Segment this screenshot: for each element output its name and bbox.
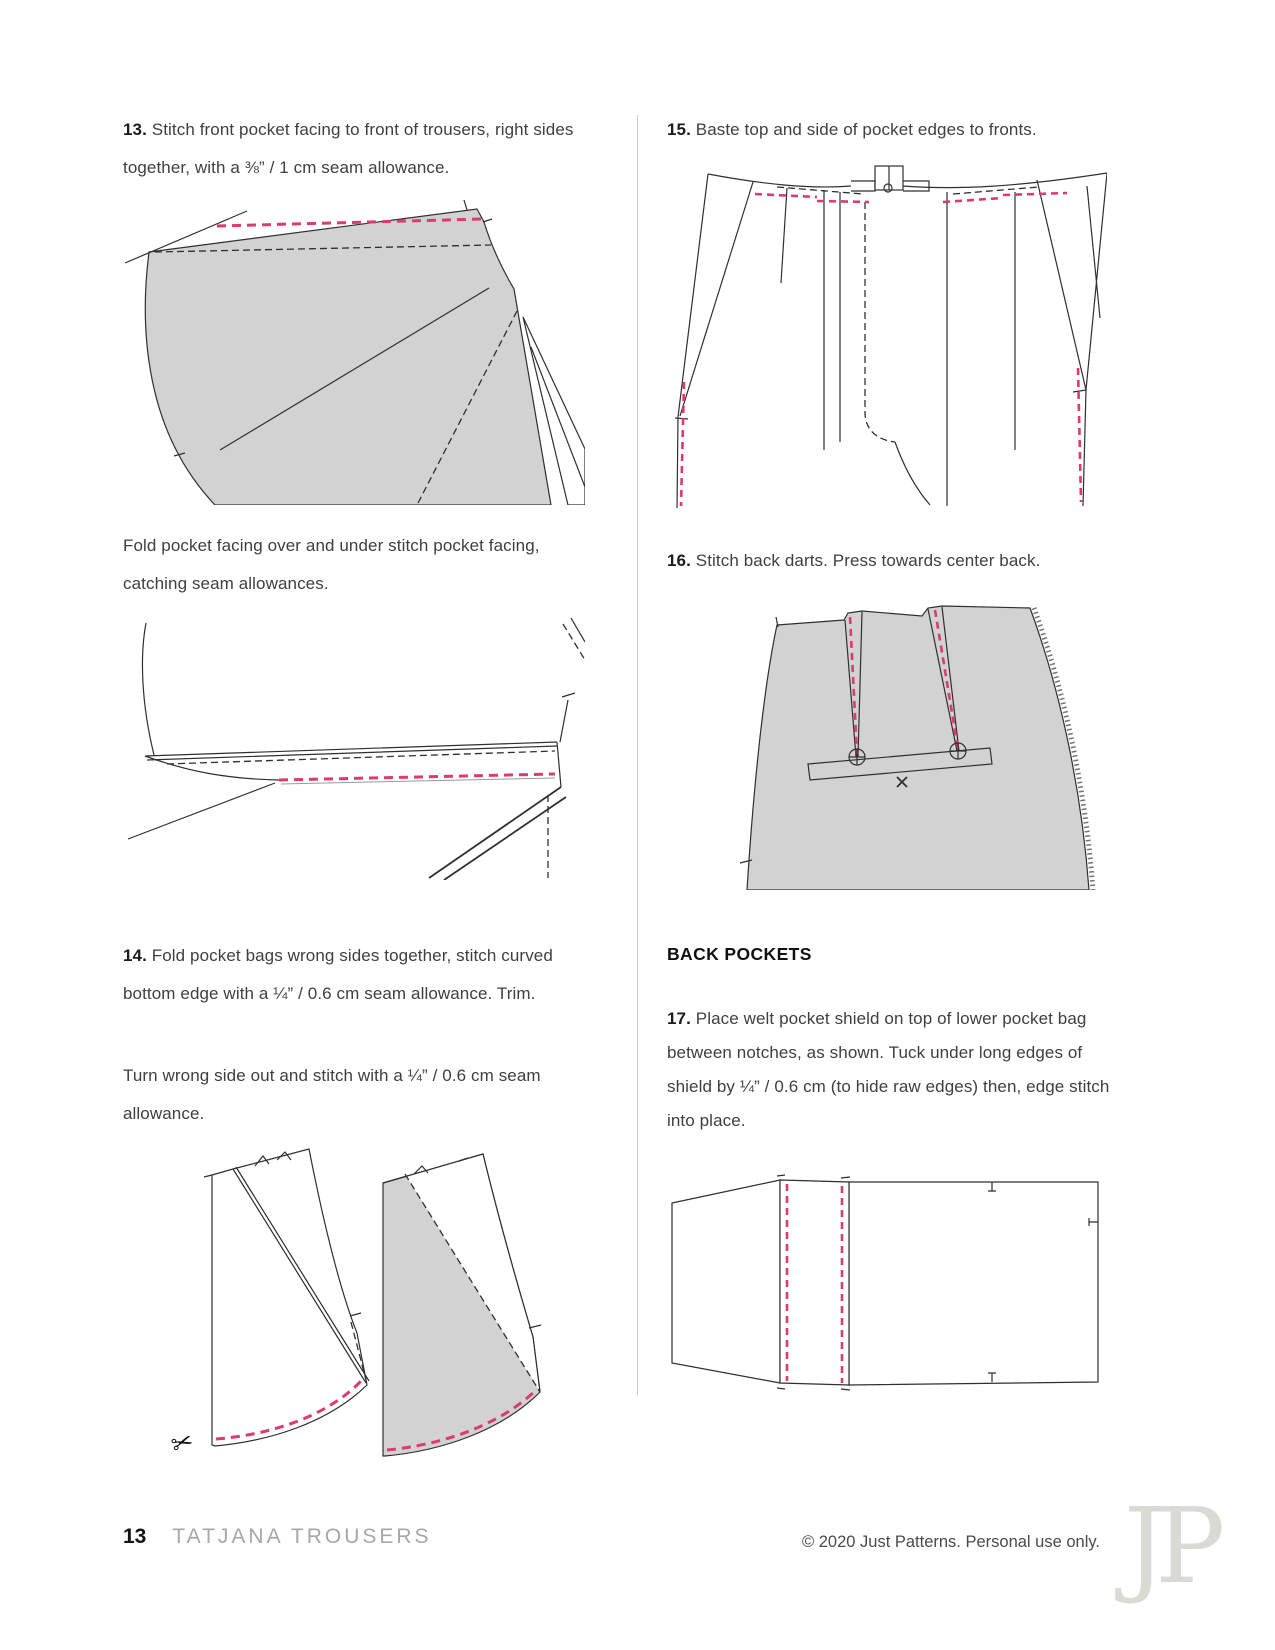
footer-left: [123, 1525, 432, 1549]
fold-note-paragraph: Fold pocket facing over and under stitch pocket facing, catching seam allowances.: [123, 536, 540, 593]
step-16-diagram: [637, 560, 1103, 890]
welt-shield: [780, 1180, 849, 1385]
side-seam-lines: [429, 787, 566, 880]
step-13-paragraph: [123, 111, 598, 187]
waist-edge: [708, 173, 1107, 188]
step-17-paragraph: [667, 1002, 1119, 1138]
step-17-diagram: [637, 1160, 1103, 1395]
step-14-paragraph: [123, 937, 598, 1013]
baste-line-left-side: [681, 382, 684, 506]
step-16-number: 16.: [667, 551, 691, 570]
inseam-curve: [895, 442, 930, 505]
right-outer-edge: [1083, 173, 1107, 506]
step-17-text: Place welt pocket shield on top of lower pocket bag between notches, as shown. Tuck under long edges of shield by ¼” / 0.6 cm (to hide raw edges) then, edge stitch into place.: [667, 1009, 1110, 1130]
pocket-curve: [142, 623, 154, 755]
scissors-icon: ✂: [167, 1425, 198, 1460]
step-15-text: Baste top and side of pocket edges to fronts.: [695, 120, 1037, 139]
trouser-back-piece: [747, 606, 1089, 890]
step-16-text: Stitch back darts. Press towards center back.: [695, 551, 1041, 570]
back-pockets-heading: BACK POCKETS: [667, 944, 812, 964]
jp-logo: JP: [1124, 1485, 1215, 1607]
pocket-bag-flap: [672, 1180, 780, 1383]
page-number: 13: [123, 1525, 147, 1548]
baste-line-top-right: [943, 193, 1067, 202]
left-pocket-edge: [680, 182, 753, 416]
step-13-number: 13.: [123, 120, 147, 139]
fly-shield-dashed: [865, 202, 895, 442]
step-15-diagram: [637, 150, 1107, 510]
step-14-text: Fold pocket bags wrong sides together, stitch curved bottom edge with a ¼” / 0.6 cm seam allowance. Trim.: [123, 946, 553, 1003]
doc-title: TATJANA TROUSERS: [172, 1525, 432, 1548]
step-15-number: 15.: [667, 120, 691, 139]
copyright-notice: © 2020 Just Patterns. Personal use only.: [801, 1533, 1100, 1551]
baste-line-right-side: [1078, 368, 1081, 502]
lower-diagonal-edge: [128, 783, 275, 839]
step-13-diagram: [119, 195, 585, 505]
understitch-diagram: [119, 590, 585, 880]
right-pocket-edge: [1037, 180, 1086, 390]
step-14-diagram: [119, 1090, 585, 1460]
baste-line-top-left: [755, 194, 869, 202]
step-14-number: 14.: [123, 946, 147, 965]
step-13-text: Stitch front pocket facing to front of trousers, right sides together, with a ⅜” / 1 cm seam allowance.: [123, 120, 574, 177]
trouser-front-piece: [145, 209, 551, 505]
lower-pocket-bag: [849, 1182, 1098, 1385]
step-15-paragraph: [667, 111, 1119, 149]
pocket-bag-left: [212, 1149, 367, 1446]
step-17-number: 17.: [667, 1009, 691, 1028]
turn-note-paragraph: Turn wrong side out and stitch with a ¼” / 0.6 cm seam allowance.: [123, 1066, 541, 1123]
